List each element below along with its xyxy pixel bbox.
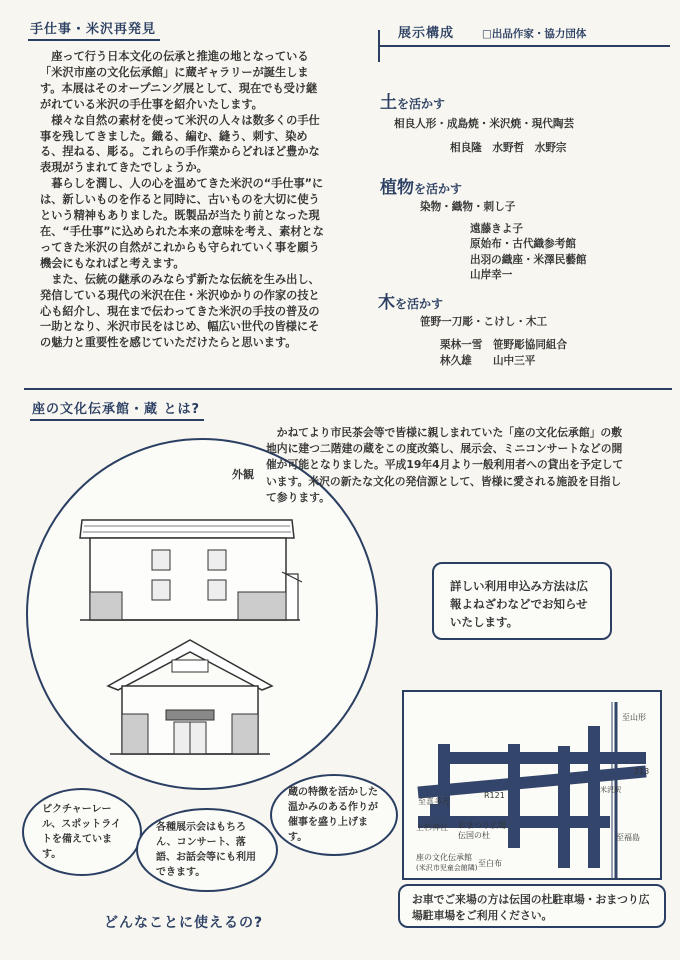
map-label-213: 213 (634, 767, 650, 776)
bubble-text: 蔵の特徴を活かした温かみのある作りが催事を盛り上げます。 (288, 787, 378, 843)
map-label-matsuri: おまつり広場 (458, 821, 506, 830)
group-artists (470, 222, 670, 283)
exhibit-header (380, 22, 670, 47)
exhibit-section (380, 22, 670, 47)
intro-body (28, 49, 328, 351)
map-label-shiyama: 至山形 (622, 713, 646, 722)
map-label-shirabu: 至白布 (478, 859, 502, 868)
intro-paragraph: 様々な自然の素材を使って米沢の人々は数多くの手仕事を残してきました。織る、編む、縫う、刺す、染める、捏ねる、彫る。これらの手作業からどれほど豊かな表現がうまれてきたでしょうか。 (40, 113, 320, 175)
exhibit-title: 展示構成 (398, 26, 455, 41)
artist-name: 栗林一雪 笹野彫協同組合 (440, 338, 568, 351)
exhibit-group-wood (378, 288, 668, 370)
map-label-r121: R121 (484, 791, 505, 800)
intro-title: 手仕事・米沢再発見 (28, 18, 160, 41)
feature-bubble (270, 774, 398, 856)
map-label-station: 米沢駅 (600, 786, 621, 794)
feature-bubble (22, 788, 142, 876)
intro-section (28, 18, 338, 351)
info-box-text: 詳しい利用申込み方法は広報よねざわなどでお知らせいたします。 (450, 579, 588, 629)
divider (378, 30, 380, 62)
exterior-label: 外観 (232, 468, 254, 481)
group-heading (378, 288, 668, 313)
map-label-venue-sub: (米沢市児童会館隣) (416, 864, 478, 872)
bubble-text: 各種展示会はもちろん、コンサート、落語、お話会等にも利用できます。 (156, 822, 256, 878)
section-divider (24, 388, 672, 390)
group-artists (440, 337, 668, 370)
building-illustration (70, 500, 310, 770)
exhibit-group-plant (380, 173, 670, 283)
artist-name: 出羽の織座・米澤民藝館 (470, 253, 587, 266)
group-crafts: 笹野一刀彫・こけし・木工 (420, 316, 548, 328)
group-crafts: 相良人形・成島焼・米沢焼・現代陶芸 (394, 118, 575, 130)
group-suffix: を活かす (414, 182, 463, 196)
map-label-venue: 座の文化伝承館 (416, 853, 472, 862)
group-crafts: 染物・織物・刺し子 (420, 201, 516, 213)
group-heading (380, 88, 670, 113)
about-text: かねてより市民茶会等で皆様に親しまれていた「座の文化伝承館」の敷地内に建つ二階建の蔵をこの度改築し、展示会、ミニコンサートなどの開催が可能となりました。平成19年4月より一般利用者への貸出を予定しています。米沢の新たな文化の発信源として、皆様に愛される施設を目指して参ります。 (266, 426, 624, 504)
info-box (432, 562, 612, 640)
parking-text: お車でご来場の方は伝国の杜駐車場・おまつり広場駐車場をご利用ください。 (412, 893, 650, 923)
artist-name: 林久雄 山中三平 (440, 355, 536, 368)
bubble-text: ピクチャーレール、スポットライトを備えています。 (42, 804, 121, 860)
map-roads (404, 692, 660, 878)
group-artists: 相良隆 水野哲 水野宗 (450, 141, 567, 154)
parking-box (398, 884, 666, 928)
intro-paragraph: 座って行う日本文化の伝承と推進の地となっている「米沢市座の文化伝承館」に蔵ギャラリーが誕生します。本展はそのオープニング展として、現在でも受け継がれている米沢の手仕事を紹介いたします。 (40, 50, 318, 111)
group-kanji: 木 (378, 293, 395, 313)
exhibit-group-soil (380, 88, 670, 157)
group-kanji: 植物 (380, 178, 414, 198)
group-kanji: 土 (380, 93, 397, 113)
group-heading (380, 173, 670, 198)
artist-name: 山岸幸一 (470, 268, 513, 281)
intro-paragraph: また、伝統の継承のみならず新たな伝統を生み出し、発信している現代の米沢在住・米沢ゆかりの作家の技と心も紹介し、現在まで伝わってきた米沢の手技の普及の一助となり、米沢市民をはじめ、幅広い世代の皆様にその魅力と重要性を感じていただけたらと思います。 (40, 272, 320, 350)
intro-paragraph: 暮らしを潤し、人の心を温めてきた米沢の“手仕事”には、新しいものを作ると同時に、古いものを大切に使うという精神もありました。既製品が当たり前となった現在、“手仕事”に込められた本来の意味を考え、素材となってきた米沢の自然がこれからも守られていく事を願う機会にもなればと考えます。 (40, 177, 324, 270)
map-label-kitakata: 至喜多方 (418, 797, 450, 806)
feature-bubble (136, 808, 278, 892)
artist-name: 原始布・古代織参考館 (470, 238, 576, 251)
map-label-denkoku: 伝国の杜 (458, 831, 490, 840)
group-suffix: を活かす (397, 97, 446, 111)
exhibit-legend: □出品作家・協力団体 (482, 28, 587, 40)
map-label-uesugi: 上杉神社 (416, 823, 448, 832)
map-label-fukushima: 至福島 (616, 833, 640, 842)
access-map (402, 690, 662, 880)
group-suffix: を活かす (395, 297, 444, 311)
about-title: 座の文化伝承館・蔵 とは? (30, 398, 204, 421)
usage-question: どんなことに使えるの? (104, 915, 264, 931)
artist-name: 遠藤きよ子 (470, 222, 523, 235)
